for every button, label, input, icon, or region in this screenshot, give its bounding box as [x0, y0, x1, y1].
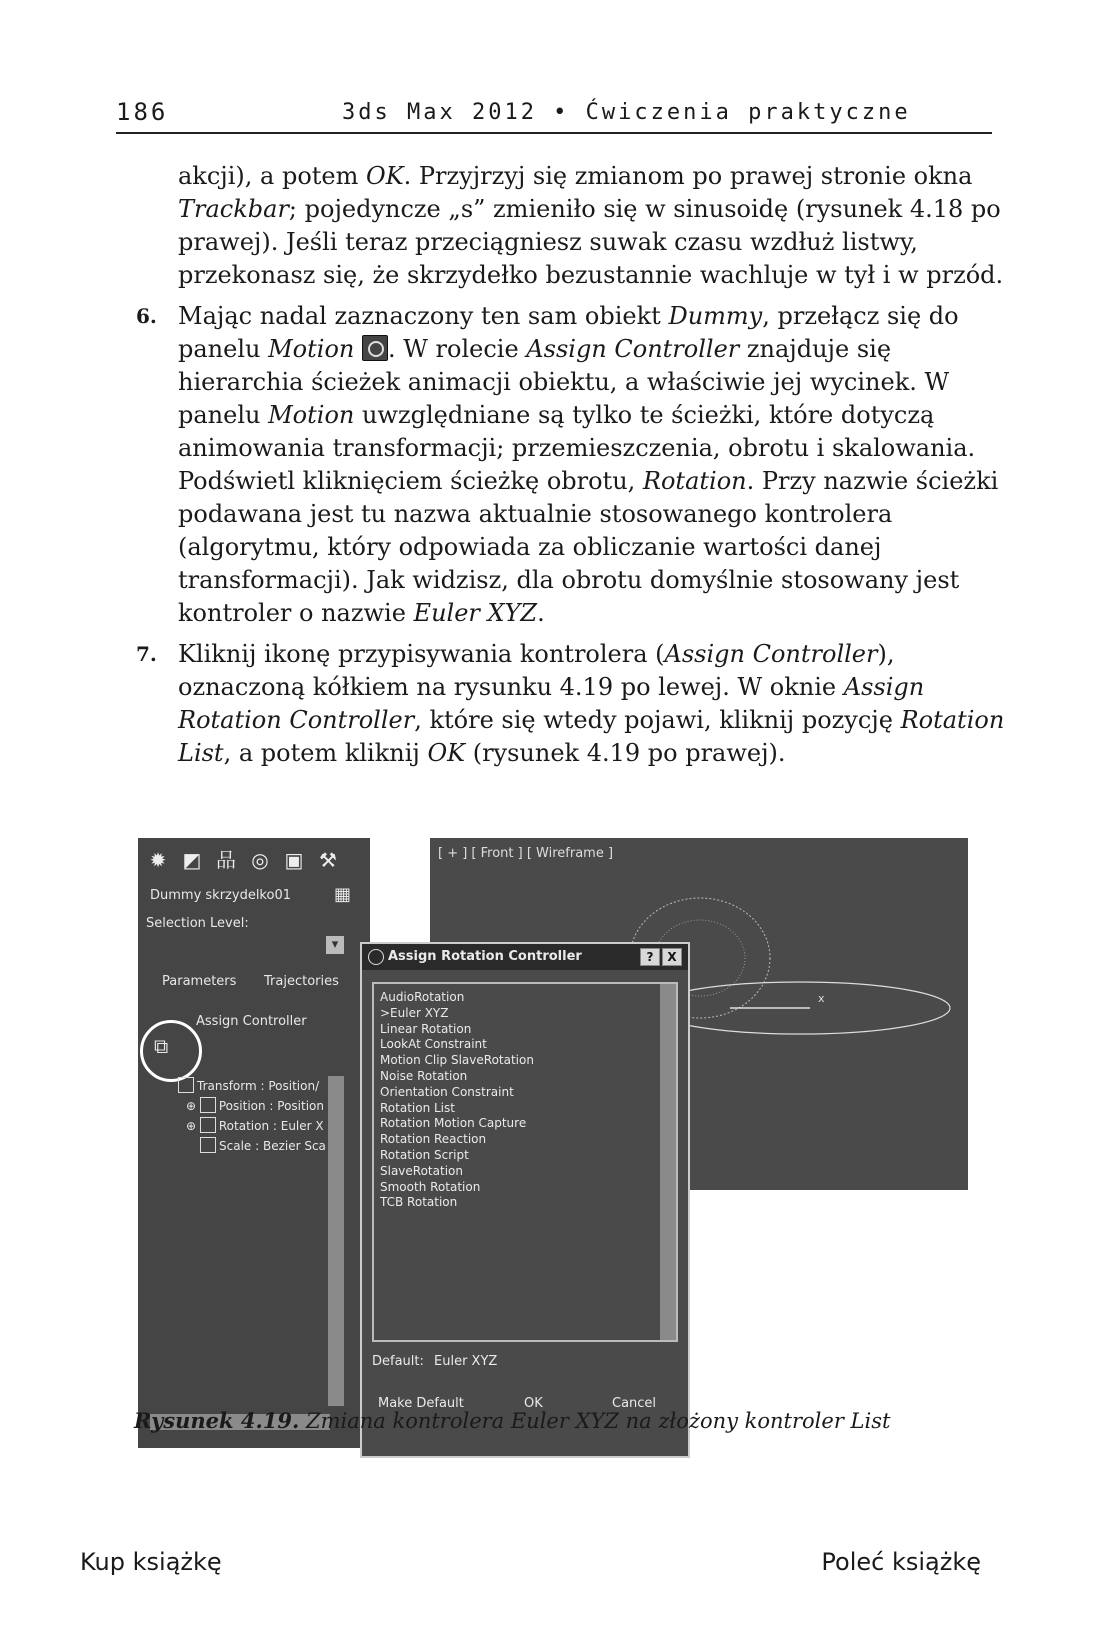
default-row — [372, 1354, 498, 1369]
italic-run: Dummy — [668, 302, 763, 330]
caption-text: Zmiana kontrolera Euler XYZ na złożony kontroler List — [299, 1409, 891, 1433]
tree-item-label: Transform : Position/ — [197, 1079, 320, 1093]
dropdown-arrow-icon[interactable]: ▾ — [326, 936, 344, 954]
text-run: znajduje się hierarchia ścieżek animacji obiektu, a właściwie jej wycinek. W panelu — [178, 335, 950, 429]
italic-run: Trackbar — [178, 195, 289, 223]
tab-parameters[interactable]: Parameters — [162, 974, 237, 989]
tab-trajectories[interactable]: Trajectories — [264, 974, 339, 989]
highlight-circle — [140, 1020, 202, 1082]
figure-4-19 — [138, 838, 968, 1458]
italic-run: Assign Controller — [664, 640, 878, 668]
motion-tab-icon[interactable]: ◎ — [251, 848, 269, 872]
tree-vertical-scrollbar[interactable] — [328, 1076, 344, 1406]
tree-item[interactable] — [178, 1136, 328, 1156]
text-run: uwzględniane są tylko te ścieżki, które dotyczą animowania transformacji; przemieszczenia, obrotu i skalowania. Podświetl kliknięciem ścieżkę obrotu, — [178, 401, 976, 495]
paragraph-intro — [178, 160, 1006, 292]
figure-caption — [134, 1408, 890, 1433]
viewport-label[interactable]: [ + ] [ Front ] [ Wireframe ] — [438, 846, 614, 861]
dialog-title: Assign Rotation Controller — [388, 949, 582, 964]
list-item[interactable]: Rotation Motion Capture — [380, 1116, 527, 1131]
assign-rotation-controller-dialog — [360, 942, 690, 1458]
italic-run: Euler XYZ — [413, 599, 538, 627]
text-run: akcji), a potem — [178, 162, 367, 190]
italic-run: Motion — [268, 401, 355, 429]
list-item[interactable]: Rotation Script — [380, 1147, 469, 1162]
controller-list-items — [374, 984, 676, 1211]
tree-item[interactable]: ⊕ Rotation : Euler X — [186, 1119, 324, 1133]
dialog-title-bar[interactable] — [362, 944, 688, 970]
text-run: , które się wtedy pojawi, kliknij pozycję — [414, 706, 901, 734]
buy-book-link[interactable]: Kup książkę — [80, 1548, 222, 1576]
list-item[interactable]: AudioRotation — [380, 990, 465, 1004]
position-icon — [200, 1097, 216, 1113]
list-item[interactable]: Noise Rotation — [380, 1068, 468, 1083]
tree-item-label: Position : Position — [218, 1099, 324, 1113]
caption-label: Rysunek 4.19. — [134, 1408, 300, 1433]
page-number: 186 — [116, 98, 169, 126]
italic-run: OK — [427, 739, 466, 767]
default-label: Default: — [372, 1354, 424, 1369]
list-item-6 — [136, 300, 1006, 630]
object-name[interactable]: Dummy skrzydelko01 — [150, 888, 291, 903]
display-tab-icon[interactable]: ▣ — [284, 848, 304, 872]
motion-panel-icon — [362, 335, 388, 361]
text-run: Kliknij ikonę przypisywania kontrolera ( — [178, 640, 665, 668]
text-run: . W rolecie — [387, 335, 527, 363]
text-run: . Przyjrzyj się zmianom po prawej stronie okna — [403, 162, 973, 190]
page-header — [116, 96, 992, 134]
list-item-7 — [136, 638, 1006, 770]
ok-button[interactable]: OK — [524, 1396, 543, 1411]
create-tab-icon[interactable]: ✹ — [149, 848, 167, 872]
item-number: 6. — [136, 304, 157, 328]
italic-run: Assign Rotation Controller — [178, 673, 925, 734]
text-run: ; pojedyncze „s” zmieniło się w sinusoidę (rysunek 4.18 po prawej). Jeśli teraz przeciągniesz suwak czasu wzdłuż listwy, przekonasz się, że skrzydełko bezustannie wachluje w tył i w przód. — [178, 195, 1004, 289]
text-run: . Przy nazwie ścieżki podawana jest tu nazwa aktualnie stosowanego kontrolera (algorytmu, który odpowiada za obliczanie wartości danej transformacji). Jak widzisz, dla obrotu domyślnie stosowany jest kontroler o nazwie — [178, 467, 999, 627]
list-item[interactable]: Orientation Constraint — [380, 1084, 514, 1099]
modify-tab-icon[interactable]: ◩ — [182, 848, 202, 872]
running-title: 3ds Max 2012 • Ćwiczenia praktyczne — [342, 100, 911, 125]
selection-level-label: Selection Level: — [146, 916, 249, 931]
tree-item-label: Scale : Bezier Sca — [219, 1139, 326, 1153]
scale-icon — [200, 1137, 216, 1153]
assign-controller-icon[interactable]: ⧉ — [154, 1034, 169, 1058]
tree-item[interactable]: ⊕ Position : Position — [186, 1099, 324, 1113]
text-run: ), oznaczoną kółkiem na rysunku 4.19 po lewej. W oknie — [178, 640, 895, 701]
command-panel — [138, 838, 370, 1448]
list-item[interactable]: TCB Rotation — [380, 1195, 458, 1210]
list-item[interactable]: LookAt Constraint — [380, 1037, 487, 1052]
cancel-button[interactable]: Cancel — [612, 1396, 657, 1411]
text-run: , a potem kliknij — [223, 739, 428, 767]
default-value: Euler XYZ — [434, 1354, 498, 1369]
controller-tree — [178, 1076, 328, 1156]
list-item[interactable]: Linear Rotation — [380, 1021, 472, 1036]
item-number: 7. — [136, 642, 157, 666]
axis-label-x: x — [818, 992, 825, 1005]
transform-icon — [178, 1077, 194, 1093]
rotation-icon — [200, 1117, 216, 1133]
dialog-app-icon — [368, 949, 384, 965]
list-item[interactable]: Motion Clip SlaveRotation — [380, 1053, 534, 1068]
italic-run: Assign Controller — [526, 335, 740, 363]
make-default-button[interactable]: Make Default — [378, 1396, 464, 1411]
rollout-title[interactable]: Assign Controller — [196, 1014, 307, 1029]
help-button[interactable]: ? — [640, 948, 660, 966]
text-run: , przełącz się do panelu — [178, 302, 959, 363]
command-panel-tabs — [146, 848, 340, 872]
text-run: Mając nadal zaznaczony ten sam obiekt — [178, 302, 669, 330]
hierarchy-tab-icon[interactable]: 品 — [216, 848, 236, 872]
list-item[interactable]: Rotation Reaction — [380, 1132, 487, 1147]
tree-item[interactable] — [178, 1076, 328, 1096]
controller-list[interactable] — [372, 982, 678, 1342]
color-swatch-icon[interactable]: ▦ — [334, 884, 352, 905]
list-scrollbar[interactable] — [660, 984, 676, 1340]
recommend-book-link[interactable]: Poleć książkę — [821, 1548, 981, 1576]
utilities-tab-icon[interactable]: ⚒ — [319, 848, 337, 872]
text-run: . — [537, 599, 545, 627]
body-text — [136, 160, 1006, 778]
close-button[interactable]: X — [662, 948, 682, 966]
list-item[interactable]: >Euler XYZ — [380, 1005, 449, 1020]
list-item[interactable]: Rotation List — [380, 1100, 455, 1115]
text-run: (rysunek 4.19 po prawej). — [465, 739, 786, 767]
tree-item-label: Rotation : Euler X — [218, 1119, 324, 1133]
list-item[interactable]: Smooth Rotation — [380, 1179, 481, 1194]
italic-run: Rotation — [642, 467, 747, 495]
list-item[interactable]: SlaveRotation — [380, 1163, 463, 1178]
italic-run: OK — [366, 162, 404, 190]
italic-run: Motion — [268, 335, 355, 363]
italic-run: Rotation List — [178, 706, 1005, 767]
